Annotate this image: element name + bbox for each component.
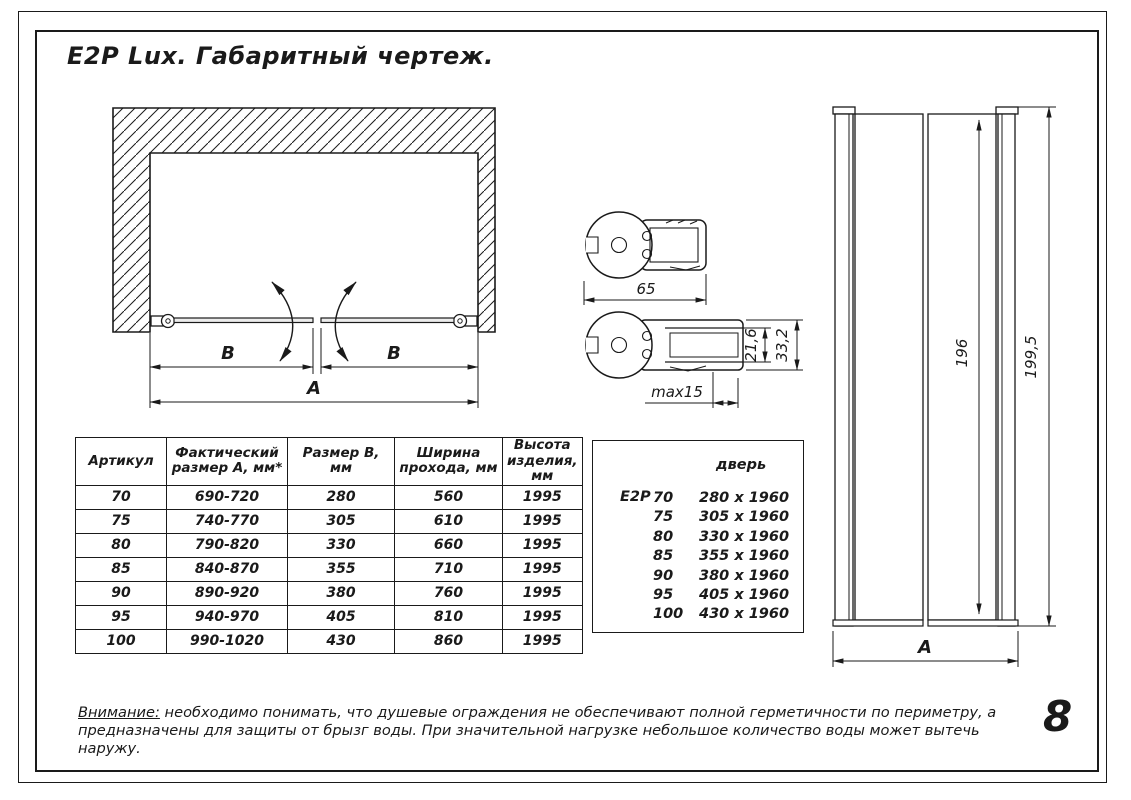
cell-pass: 610 <box>395 509 503 533</box>
door-article: 85 <box>653 548 674 565</box>
cell-article: 100 <box>76 629 167 653</box>
cell-pass: 810 <box>395 605 503 629</box>
cell-article: 70 <box>76 485 167 509</box>
page-number: 8 <box>1043 692 1073 741</box>
list-item <box>653 508 789 527</box>
cell-size-a: 740-770 <box>167 509 288 533</box>
door-glass-size: 380 x 1960 <box>699 567 790 584</box>
cell-article: 95 <box>76 605 167 629</box>
profile-sections-drawing <box>570 195 815 430</box>
cell-article: 80 <box>76 533 167 557</box>
door-glass-size: 430 x 1960 <box>699 606 790 623</box>
door-article: 70 <box>653 490 674 506</box>
dim-profile-outer: 33,2 <box>773 328 791 362</box>
size-table <box>75 437 583 654</box>
door-box-model: E2P <box>620 489 651 505</box>
cell-size-a: 840-870 <box>167 557 288 581</box>
door-article: 90 <box>653 567 674 584</box>
cell-size-a: 790-820 <box>167 533 288 557</box>
col-header-size-b: Размер В, мм <box>288 438 395 486</box>
door-glass-size: 330 x 1960 <box>699 528 790 545</box>
hinge-left <box>151 315 175 328</box>
table-row <box>76 533 583 557</box>
door-article: 100 <box>653 606 684 623</box>
cell-size-a: 690-720 <box>167 485 288 509</box>
col-header-size-a: Фактический размер А, мм* <box>167 438 288 486</box>
plan-view-drawing <box>100 95 500 425</box>
page-title: E2P Lux. Габаритный чертеж. <box>67 42 494 70</box>
cell-article: 75 <box>76 509 167 533</box>
dim-b-right: B <box>387 343 401 364</box>
table-row <box>76 509 583 533</box>
cell-size-b: 330 <box>288 533 395 557</box>
wall-hatch <box>113 108 495 332</box>
list-item <box>653 605 789 624</box>
list-item <box>653 586 789 605</box>
col-header-height: Высота изделия, мм <box>503 438 583 486</box>
cell-height: 1995 <box>503 605 583 629</box>
dim-total-height: 199,5 <box>1022 335 1040 379</box>
dim-a-plan: A <box>307 378 321 399</box>
door-article: 75 <box>653 509 674 526</box>
door-box-rows <box>653 489 789 625</box>
table-row <box>76 605 583 629</box>
size-table-header-row <box>76 438 583 486</box>
dim-a-front: A <box>918 637 932 658</box>
hinge-right <box>454 315 478 328</box>
cell-pass: 660 <box>395 533 503 557</box>
warning-label: Внимание: <box>78 704 160 721</box>
cell-height: 1995 <box>503 509 583 533</box>
cell-pass: 560 <box>395 485 503 509</box>
dim-b-left: B <box>221 343 235 364</box>
list-item <box>653 528 789 547</box>
door-box-header: дверь <box>715 457 767 473</box>
col-header-article: Артикул <box>76 438 167 486</box>
table-row <box>76 581 583 605</box>
dim-profile-width: 65 <box>636 280 656 298</box>
cell-size-b: 280 <box>288 485 395 509</box>
cell-height: 1995 <box>503 581 583 605</box>
cell-size-b: 355 <box>288 557 395 581</box>
list-item <box>653 489 789 508</box>
front-view-panels <box>833 107 1018 626</box>
profile-section-bottom <box>586 312 743 378</box>
cell-height: 1995 <box>503 485 583 509</box>
cell-size-a: 890-920 <box>167 581 288 605</box>
table-row <box>76 629 583 653</box>
door-glass-size: 305 x 1960 <box>699 509 790 526</box>
cell-pass: 860 <box>395 629 503 653</box>
profile-section-top <box>586 212 706 278</box>
cell-height: 1995 <box>503 557 583 581</box>
cell-size-a: 940-970 <box>167 605 288 629</box>
cell-height: 1995 <box>503 629 583 653</box>
list-item <box>653 567 789 586</box>
door-glass-size: 355 x 1960 <box>699 548 790 565</box>
warning-note <box>78 704 1012 758</box>
cell-height: 1995 <box>503 533 583 557</box>
cell-size-b: 380 <box>288 581 395 605</box>
cell-size-a: 990-1020 <box>167 629 288 653</box>
dim-door-height: 196 <box>953 338 971 368</box>
dim-profile-adjust: max15 <box>651 383 703 401</box>
cell-article: 85 <box>76 557 167 581</box>
cell-article: 90 <box>76 581 167 605</box>
dim-profile-inner: 21,6 <box>742 328 760 362</box>
door-article: 80 <box>653 528 674 545</box>
col-header-pass-width: Ширина прохода, мм <box>395 438 503 486</box>
door-glass-size: 405 x 1960 <box>699 587 790 604</box>
cell-pass: 760 <box>395 581 503 605</box>
door-panel-right <box>321 318 454 323</box>
warning-text: необходимо понимать, что душевые ограждения не обеспечивают полной герметичности по периметру, а предназначены для защиты от брызг воды. При значительной нагрузке небольшое количество воды может вытечь наружу. <box>78 704 997 757</box>
cell-size-b: 305 <box>288 509 395 533</box>
door-article: 95 <box>653 587 674 604</box>
table-row <box>76 485 583 509</box>
door-size-box <box>592 440 804 633</box>
list-item <box>653 547 789 566</box>
table-row <box>76 557 583 581</box>
front-view-drawing <box>820 95 1070 680</box>
cell-size-b: 430 <box>288 629 395 653</box>
cell-size-b: 405 <box>288 605 395 629</box>
cell-pass: 710 <box>395 557 503 581</box>
door-glass-size: 280 x 1960 <box>699 490 790 506</box>
